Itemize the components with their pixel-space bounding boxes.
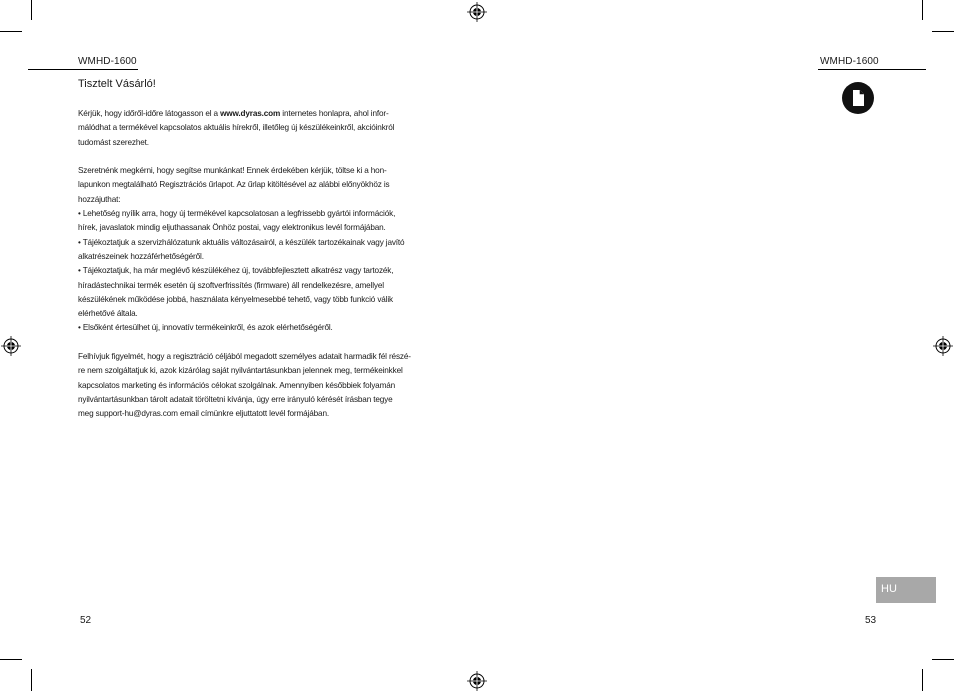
intro-paragraph xyxy=(78,107,434,150)
spacer xyxy=(78,336,434,350)
crop-mark xyxy=(922,0,923,20)
header-rule-right xyxy=(818,69,926,70)
privacy-paragraph: Felhívjuk figyelmét, hogy a regisztráció céljából megadott személyes adatait harmadik fél részé- re nem szolgáltatjuk ki, azok kizárólag saját nyilvántartásunkban jelennek meg, termékeinkkel kapcsolatos marketing és információs célokat szolgálnak. Amennyiben későbbiek folyamán nyilvántartásunkban tárolt adatait töröltetni kívánja, úgy erre irányuló kérését írásban tegye meg support-hu@dyras.com email címünkre eljuttatott levél formájában. xyxy=(78,352,411,419)
registration-mark-icon xyxy=(467,671,487,691)
registration-mark-icon xyxy=(1,336,21,356)
registration-paragraph: Szeretnénk megkérni, hogy segítse munkánkat! Ennek érdekében kérjük, töltse ki a hon- lapunkon megtalálható Regisztrációs űrlapot. Az űrlap kitöltésével az alábbi előnyökhöz is hozzájuthat: xyxy=(78,166,390,204)
document-icon xyxy=(842,82,874,114)
header-rule-left xyxy=(28,69,138,70)
crop-mark xyxy=(922,669,923,691)
model-label-left: WMHD-1600 xyxy=(78,56,137,67)
page-number-right: 53 xyxy=(865,615,877,626)
registration-mark-icon xyxy=(933,336,953,356)
model-label-right: WMHD-1600 xyxy=(820,56,879,67)
bullet-item: • Tájékoztatjuk a szervizhálózatunk aktuális változásairól, a készülék tartozékainak vagy javító alkatrészeinek hozzáférhetőségéről. xyxy=(78,237,405,261)
registration-mark-icon xyxy=(467,2,487,22)
page-number-left: 52 xyxy=(80,615,92,626)
crop-mark xyxy=(0,31,22,32)
website-link[interactable]: www.dyras.com xyxy=(220,109,281,118)
body-text xyxy=(78,107,434,422)
bullet-item: • Elsőként értesülhet új, innovatív termékeinkről, és azok elérhetőségéről. xyxy=(78,323,333,333)
crop-mark xyxy=(31,0,32,20)
bullet-item: • Lehetőség nyílik arra, hogy új termékével kapcsolatosan a legfrissebb gyártói információk, hírek, javaslatok mindig eljuthassanak Önhöz postai, vagy elektronikus levél formájában. xyxy=(78,209,396,233)
intro-text: Kérjük, hogy időről-időre látogasson el a xyxy=(78,109,221,118)
language-tab: HU xyxy=(876,577,936,603)
crop-mark xyxy=(932,31,954,32)
greeting-heading: Tisztelt Vásárló! xyxy=(78,78,156,90)
crop-mark xyxy=(0,659,22,660)
crop-mark xyxy=(31,669,32,691)
bullet-item: • Tájékoztatjuk, ha már meglévő készülékéhez új, továbbfejlesztett alkatrész vagy tartozék, híradástechnikai termék esetén új szoftverfrissítés (firmware) áll rendelkezésre, amellyel készülékének működése jobbá, használata kényelmesebbé tehető, vagy több funkció válik elérhetővé általa. xyxy=(78,266,394,319)
intro-text-cont: internetes honlapra, ahol infor- málódhat a termékével kapcsolatos aktuális hírekről, illetőleg új készülékeinkről, akcióinkról tudomást szerezhet. xyxy=(78,109,395,147)
spacer xyxy=(78,150,434,164)
crop-mark xyxy=(932,659,954,660)
